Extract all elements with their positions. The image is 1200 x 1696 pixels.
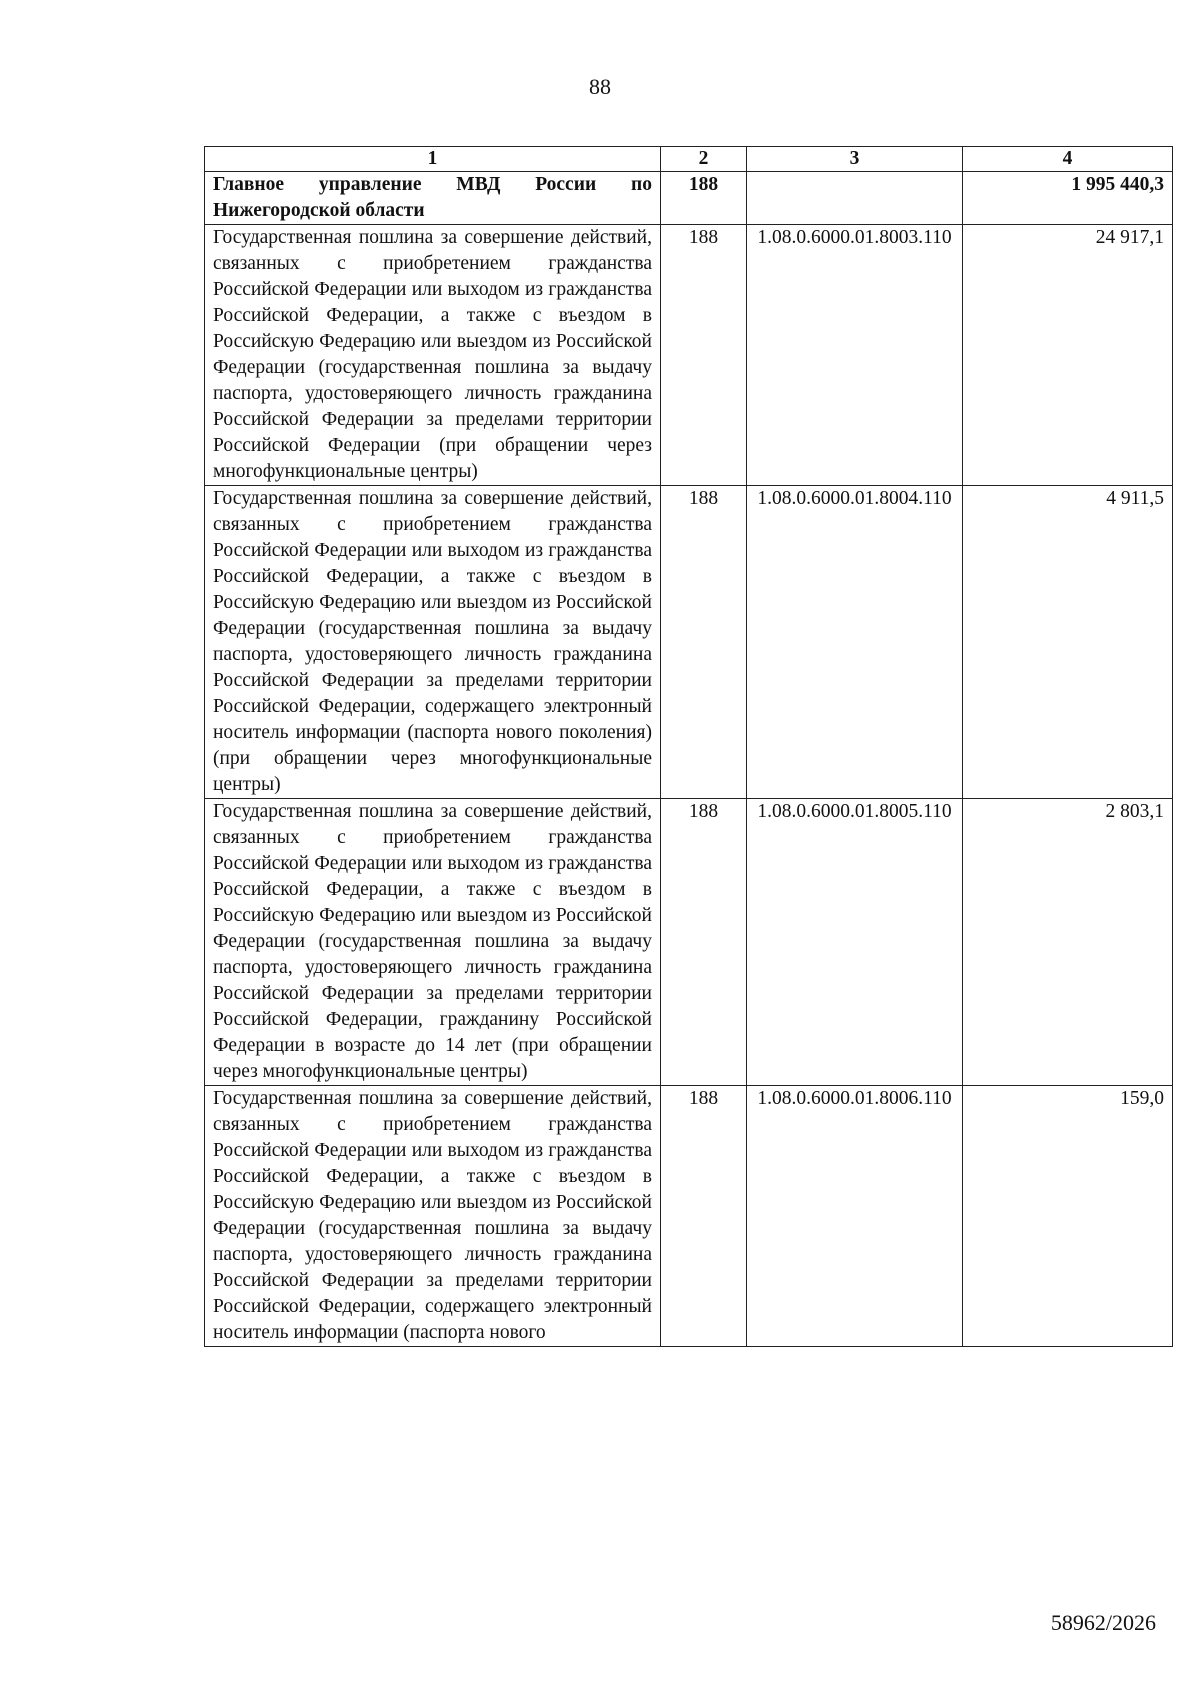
row-code: 188: [661, 486, 747, 799]
row-kbk: 1.08.0.6000.01.8005.110: [747, 799, 963, 1086]
row-code: 188: [661, 799, 747, 1086]
column-number-2: 2: [661, 147, 747, 172]
row-description: Государственная пошлина за совершение действий, связанных с приобретением гражданства Российской Федерации или выходом из гражданства Российской Федерации, а также с въездом в Российскую Федерацию или выездом из Российской Федерации (государственная пошлина за выдачу паспорта, удостоверяющего личность гражданина Российской Федерации за пределами территории Российской Федерации (при обращении через многофункциональные центры): [205, 225, 661, 486]
row-amount: 2 803,1: [963, 799, 1173, 1086]
administrator-code: 188: [661, 172, 747, 225]
document-id: 58962/2026: [1050, 1610, 1156, 1635]
row-description: Государственная пошлина за совершение действий, связанных с приобретением гражданства Российской Федерации или выходом из гражданства Российской Федерации, а также с въездом в Российскую Федерацию или выездом из Российской Федерации (государственная пошлина за выдачу паспорта, удостоверяющего личность гражданина Российской Федерации за пределами территории Российской Федерации, содержащего электронный носитель информации (паспорта нового поколения) (при обращении через многофункциональные центры): [205, 486, 661, 799]
row-amount: 4 911,5: [963, 486, 1173, 799]
row-description: Государственная пошлина за совершение действий, связанных с приобретением гражданства Российской Федерации или выходом из гражданства Российской Федерации, а также с въездом в Российскую Федерацию или выездом из Российской Федерации (государственная пошлина за выдачу паспорта, удостоверяющего личность гражданина Российской Федерации за пределами территории Российской Федерации, гражданину Российской Федерации в возрасте до 14 лет (при обращении через многофункциональные центры): [205, 799, 661, 1086]
administrator-amount: 1 995 440,3: [963, 172, 1173, 225]
row-amount: 24 917,1: [963, 225, 1173, 486]
row-code: 188: [661, 225, 747, 486]
table-row: [205, 1086, 1173, 1347]
row-kbk: 1.08.0.6000.01.8004.110: [747, 486, 963, 799]
row-code: 188: [661, 1086, 747, 1347]
page-number: 88: [589, 74, 611, 99]
row-kbk: 1.08.0.6000.01.8006.110: [747, 1086, 963, 1347]
administrator-kbk: [747, 172, 963, 225]
column-number-4: 4: [963, 147, 1173, 172]
table-row: [205, 486, 1173, 799]
table-row: [205, 799, 1173, 1086]
table-row: [205, 225, 1173, 486]
administrator-row: [205, 172, 1173, 225]
administrator-name: Главное управление МВД России по Нижегородской области: [205, 172, 661, 225]
row-amount: 159,0: [963, 1086, 1173, 1347]
revenue-table: [204, 146, 1173, 1347]
column-number-3: 3: [747, 147, 963, 172]
row-kbk: 1.08.0.6000.01.8003.110: [747, 225, 963, 486]
column-number-1: 1: [205, 147, 661, 172]
column-number-row: [205, 147, 1173, 172]
row-description: Государственная пошлина за совершение действий, связанных с приобретением гражданства Российской Федерации или выходом из гражданства Российской Федерации, а также с въездом в Российскую Федерацию или выездом из Российской Федерации (государственная пошлина за выдачу паспорта, удостоверяющего личность гражданина Российской Федерации за пределами территории Российской Федерации, содержащего электронный носитель информации (паспорта нового: [205, 1086, 661, 1347]
